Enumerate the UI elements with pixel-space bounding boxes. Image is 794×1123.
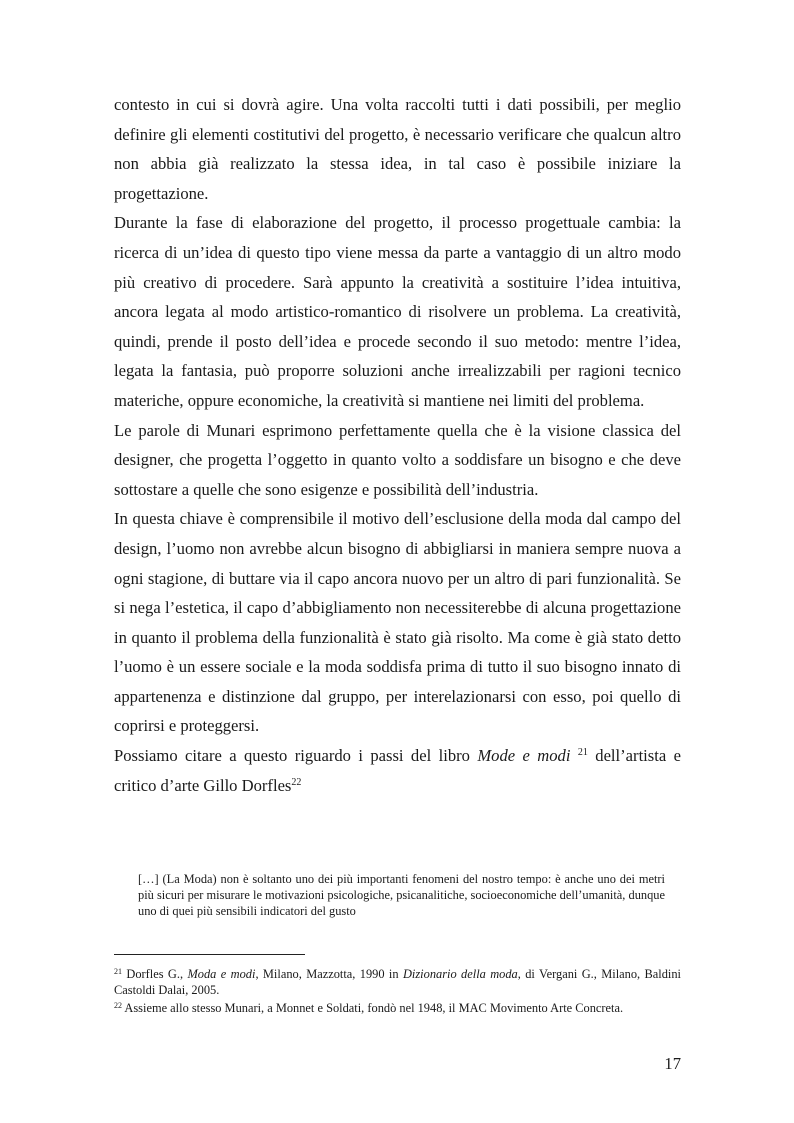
footnote-22 <box>114 998 681 1016</box>
footnote-title: Dizionario della moda <box>402 967 518 981</box>
paragraph-citation <box>114 741 681 800</box>
page-number: 17 <box>664 1054 681 1073</box>
footnote-21 <box>114 964 681 998</box>
citation-text-start: Possiamo citare a questo riguardo i passi del libro <box>114 746 478 766</box>
footnotes <box>114 964 681 1016</box>
paragraph: In questa chiave è comprensibile il motivo dell’esclusione della moda dal campo del design, l’uomo non avrebbe alcun bisogno di abbigliarsi in maniera sempre nuova a ogni stagione, di buttare via il capo ancora nuovo per un altro di pari funzionalità. Se si nega l’estetica, il capo d’abbigliamento non necessiterebbe di alcuna progettazione in quanto il problema della funzionalità è stato già risolto. Ma come è già stato detto l’uomo è un essere sociale e la moda soddisfa prima di tutto il suo bisogno innato di appartenenza e distinzione dal gruppo, per interelazionarsi con esso, poi quello di coprirsi e proteggersi. <box>114 509 681 736</box>
book-title: Mode e modi <box>477 746 571 766</box>
footnote-title: Moda e modi <box>187 967 256 981</box>
footnote-text: , di Vergani G., Milano, Baldini Castoldi Dalai, 2005. <box>114 967 682 997</box>
footnote-mark: 22 <box>114 1001 122 1010</box>
block-quote: […] (La Moda) non è soltanto uno dei più importanti fenomeni del nostro tempo: è anche uno dei metri più sicuri per misurare le motivazioni psicologiche, psicanalitiche, socioeconomiche dell’umanità, dunque uno di quei più sensibili indicatori del gusto <box>138 872 665 918</box>
footnote-mark: 21 <box>114 967 122 976</box>
footnote-ref-21[interactable]: 21 <box>577 747 588 759</box>
footnote-text: Dorfles G., <box>122 967 188 981</box>
footnote-ref-22[interactable]: 22 <box>291 776 302 788</box>
paragraph: Durante la fase di elaborazione del progetto, il processo progettuale cambia: la ricerca di un’idea di questo tipo viene messa da parte a vantaggio di un altro modo più creativo di procedere. Sarà appunto la creatività a sostituire l’idea intuitiva, ancora legata al modo artistico-romantico di risolvere un problema. La creatività, quindi, prende il posto dell’idea e procede secondo il suo metodo: mentre l’idea, legata la fantasia, può proporre soluzioni anche irrealizzabili per ragioni tecnico materiche, oppure economiche, la creatività si mantiene nei limiti del problema. <box>114 213 681 410</box>
paragraph: Le parole di Munari esprimono perfettamente quella che è la visione classica del designer, che progetta l’oggetto in quanto volto a soddisfare un bisogno e che deve sottostare a quelle che sono esigenze e possibilità dell’industria. <box>114 420 681 499</box>
paragraph: contesto in cui si dovrà agire. Una volta raccolti tutti i dati possibili, per meglio definire gli elementi costitutivi del progetto, è necessario verificare che qualcun altro non abbia già realizzato la stessa idea, in tal caso è possibile iniziare la progettazione. <box>114 95 681 203</box>
footnote-text: Assieme allo stesso Munari, a Monnet e Soldati, fondò nel 1948, il MAC Movimento Arte Concreta. <box>122 1001 624 1015</box>
body-text <box>114 90 681 800</box>
footnote-text: , Milano, Mazzotta, 1990 in <box>255 967 403 981</box>
footnote-divider <box>114 954 305 955</box>
citation-text-end: dell’artista e critico d’arte Gillo Dorfles <box>114 746 681 795</box>
